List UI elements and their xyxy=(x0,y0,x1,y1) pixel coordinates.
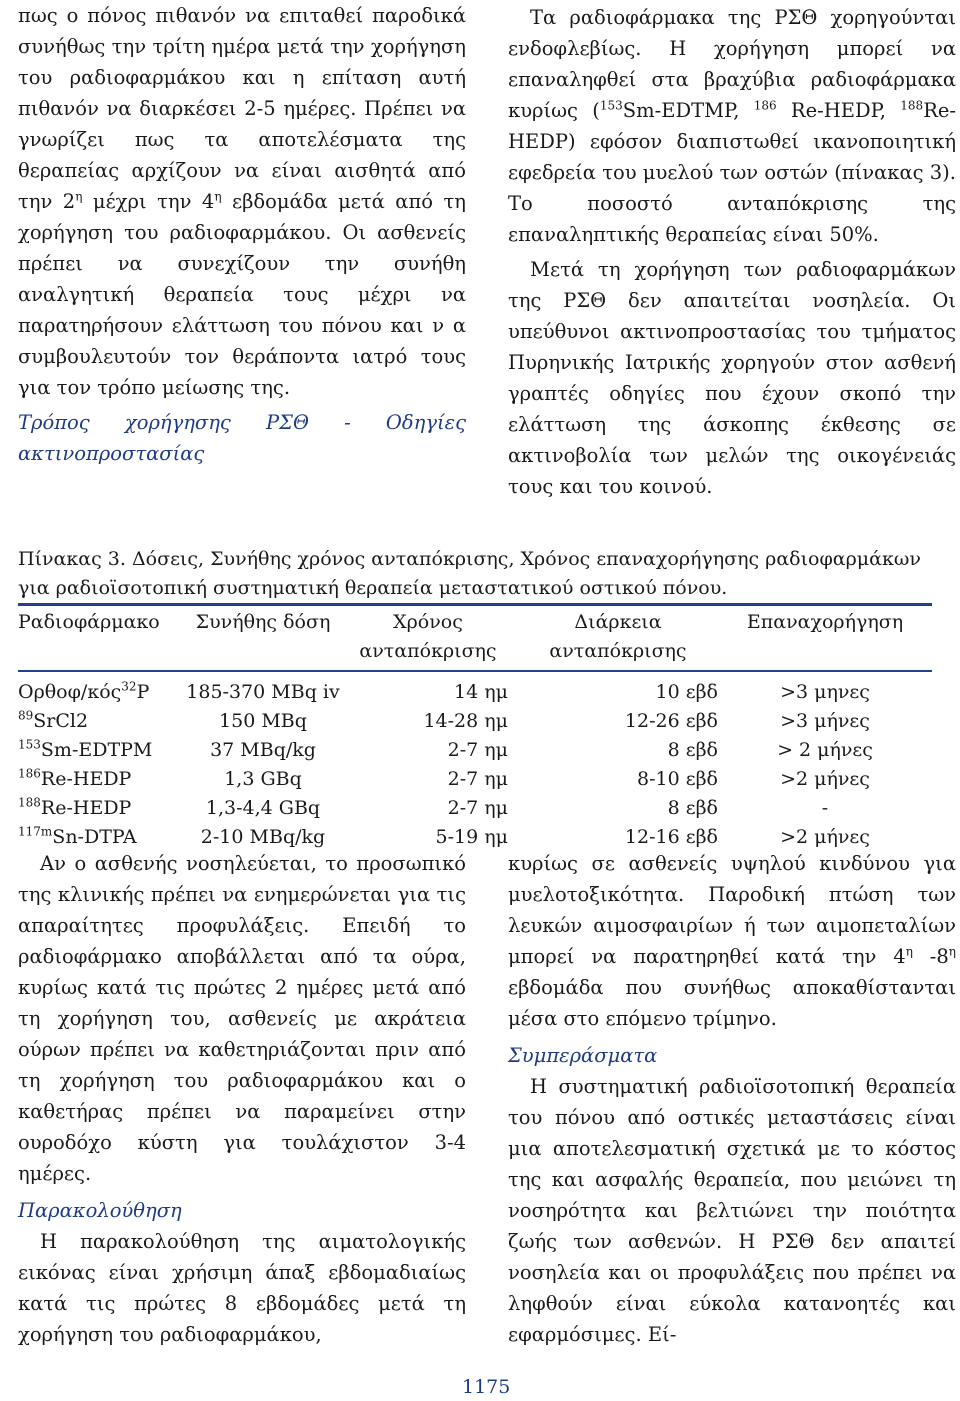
table-caption: Πίνακας 3. Δόσεις, Συνήθης χρόνος ανταπόκρισης, Χρόνος επαναχορήγησης ραδιοφαρμάκων για ραδιοϊσοτοπική συστηματική θεραπεία μεταστατικού οστικού πόνου. xyxy=(18,548,921,599)
column-header: Διάρκεια ανταπόκρισης xyxy=(549,611,687,662)
paragraph: Τα ραδιοφάρμακα της ΡΣΘ χορηγούνται ενδοφλεβίως. Η χορήγηση μπορεί να επαναληφθεί στα βραχύβια ραδιοφάρμακα κυρίως ($^{153}$Sm-EDTMP, $^{186}$ Re-HEDP, $^{188}$Re-HEDP) εφόσον διαπιστωθεί ικανοποιητική εφεδρεία του μυελού των οστών (πίνακας 3). Το ποσοστό ανταπόκρισης της επαναληπτικής θεραπείας είναι 50%. xyxy=(508,6,956,246)
section-heading-administration: Τρόπος χορήγησης ΡΣΘ - Οδηγίες ακτινοπροστασίας xyxy=(18,411,466,465)
column-header: Επαναχορήγηση xyxy=(746,611,904,633)
table-row: Ορθοφ/κός$^{32}$P 185-370 MBq iv 14 ημ 10 εβδ >3 μηνες xyxy=(18,679,870,703)
data-table xyxy=(18,603,932,852)
paragraph: Αν ο ασθενής νοσηλεύεται, το προσωπικό της κλινικής πρέπει να ενημερώνεται για τις απαραίτητες προφυλάξεις. Επειδή το ραδιοφάρμακο αποβάλλεται από τα ούρα, κυρίως κατά τις πρώτες 2 ημέρες μετά από τη χορήγηση του, ασθενείς με ακράτεια ούρων πρέπει να καθετηριάζονται πριν από τη χορήγηση του ραδιοφαρμάκου και ο καθετήρας πρέπει να παραμείνει στην ουροδόχο κύστη για τουλάχιστον 3-4 ημέρες. xyxy=(18,852,466,1185)
paragraph: Η συστηματική ραδιοϊσοτοπική θεραπεία του πόνου από οστικές μεταστάσεις είναι μια αποτελεσματική σχετικά με το κόστος της και ασφαλής θεραπεία, που μειώνει τη νοσηρότητα και βελτιώνει την ποιότητα ζωής των ασθενών. Η ΡΣΘ δεν απαιτεί νοσηλεία και οι προφυλάξεις που πρέπει να ληφθούν είναι εύκολα κατανοητές και εφαρμόσιμες. Εί- xyxy=(508,1075,956,1346)
table-row: $^{186}$Re-HEDP 1,3 GBq 2-7 ημ 8-10 εβδ >2 μήνες xyxy=(18,766,870,790)
section-heading-conclusions: Συμπεράσματα xyxy=(508,1044,658,1067)
column-header: Χρόνος ανταπόκρισης xyxy=(359,611,497,662)
top-right-column xyxy=(508,2,956,502)
page-number: 1175 xyxy=(462,1376,511,1398)
top-left-column xyxy=(18,0,466,469)
paragraph: Μετά τη χορήγηση των ραδιοφαρμάκων της ΡΣΘ δεν απαιτείται νοσηλεία. Οι υπεύθυνοι ακτινοπροστασίας του τμήματος Πυρηνικής Ιατρικής χορηγούν στον ασθενή γραπτές οδηγίες που έχουν σκοπό την ελάττωση της άσκοπης έκθεσης σε ακτινοβολία των μελών της οικογένειάς τους και του κοινού. xyxy=(508,258,956,498)
table-row: $^{188}$Re-HEDP 1,3-4,4 GBq 2-7 ημ 8 εβδ - xyxy=(18,795,829,819)
table-row: $^{153}$Sm-EDTPM 37 MBq/kg 2-7 ημ 8 εβδ > 2 μήνες xyxy=(18,737,873,761)
column-header: Ραδιοφάρμακο xyxy=(18,611,160,633)
column-header: Συνήθης δόση xyxy=(195,611,331,633)
table-row: $^{89}$SrCl2 150 MBq 14-28 ημ 12-26 εβδ >3 μήνες xyxy=(18,708,870,732)
section-heading-monitoring: Παρακολούθηση xyxy=(18,1199,182,1222)
table-row: $^{117m}$Sn-DTPA 2-10 MBq/kg 5-19 ημ 12-16 εβδ >2 μήνες xyxy=(18,824,870,848)
paragraph: πως ο πόνος πιθανόν να επιταθεί παροδικά συνήθως την τρίτη ημέρα μετά την χορήγηση του ραδιοφαρμάκου και η επίταση αυτή πιθανόν να διαρκέσει 2-5 ημέρες. Πρέπει να γνωρίζει πως τα αποτελέσματα της θεραπείας αρχίζουν να είναι αισθητά από την $2^\eta$ μέχρι την $4^\eta$ εβδομάδα μετά από τη χορήγηση του ραδιοφαρμάκου. Οι ασθενείς πρέπει να συνεχίζουν την συνήθη αναλγητική θεραπεία τους μέχρι να παρατηρήσουν ελάττωση του πόνου και ν α συμβουλευτούν τον θεράποντα ιατρό τους για τον τρόπο μείωσης της. xyxy=(18,4,466,399)
table-header-row xyxy=(18,606,932,670)
paragraph: Η παρακολούθηση της αιματολογικής εικόνας είναι χρήσιμη άπαξ εβδομαδιαίως κατά τις πρώτες 8 εβδομάδες μετά τη χορήγηση του ραδιοφαρμάκου, xyxy=(18,1230,466,1346)
bottom-right-column xyxy=(508,848,956,1350)
bottom-left-column xyxy=(18,848,466,1350)
paragraph: κυρίως σε ασθενείς υψηλού κινδύνου για μυελοτοξικότητα. Παροδική πτώση των λευκών αιμοσφαιρίων ή των αιμοπεταλίων μπορεί να παρατηρηθεί κατά την $4^\eta$ $-8^\eta$ εβδομάδα που συνήθως αποκαθίστανται μέσα στο επόμενο τρίμηνο. xyxy=(508,852,956,1030)
